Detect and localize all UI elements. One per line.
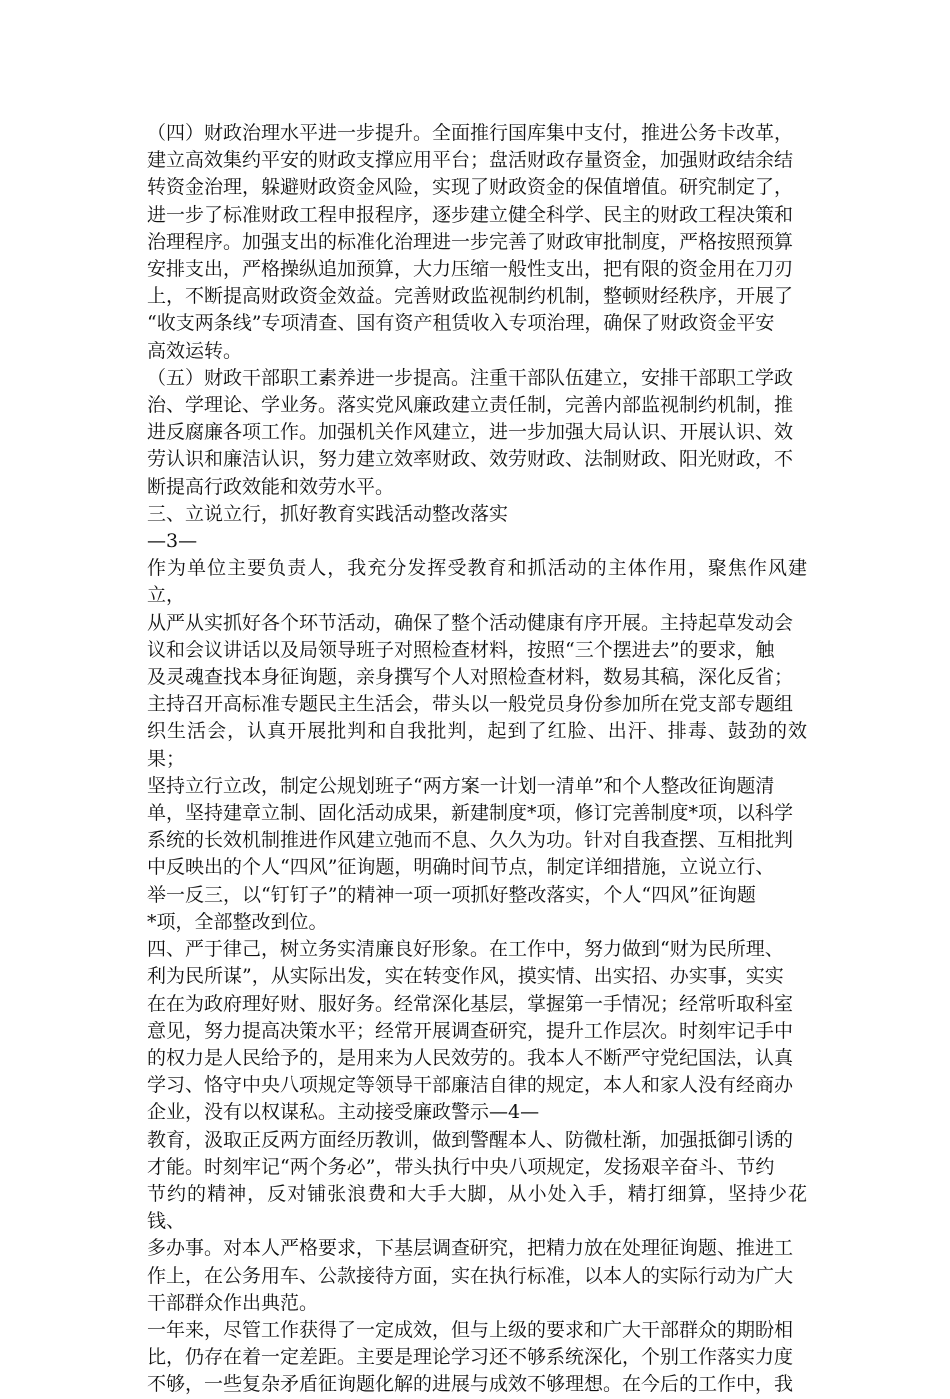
paragraph-education: 教育，汲取正反两方面经历教训，做到警醒本人、防微杜渐，加强抵御引诱的 才能。时刻牢记“两个务必”，带头执行中央八项规定，发扬艰辛奋斗、节约 节约的精神，反对铺张浪费和大手大脚，从小处入手，精打细算，坚持少花钱、 多办事。对本人严格要求，下基层调查研究，把精力放在处理征询题、推进工 作上，在公务用车、公款接待方面，实在执行标准，以本人的实际行动为广大 干部群众作出典范。 bbox=[147, 1128, 807, 1314]
paragraph-fiscal-governance: （四）财政治理水平进一步提升。全面推行国库集中支付，推进公务卡改革， 建立高效集约平安的财政支撑应用平台；盘活财政存量资金，加强财政结余结 转资金治理，躲避财政资金风险，实现了财政资金的保值增值。研究制定了， 进一步了标准财政工程申报程序，逐步建立健全科学、民主的财政工程决策和 治理程序。加强支出的标准化治理进一步完善了财政审批制度，严格按照预算 安排支出，严格操纵追加预算，大力压缩一般性支出，把有限的资金用在刀刃 上，不断提高财政资金效益。完善财政监视制约机制，整顿财经秩序，开展了 “收支两条线”专项清查、国有资产租赁收入专项治理，确保了财政资金平安 高效运转。 bbox=[147, 122, 794, 362]
document-body bbox=[147, 120, 807, 1399]
paragraph-rectification: 作为单位主要负责人，我充分发挥受教育和抓活动的主体作用，聚焦作风建立， 从严从实抓好各个环节活动，确保了整个活动健康有序开展。主持起草发动会 议和会议讲话以及局领导班子对照检查材料，按照“三个摆进去”的要求，触 及灵魂查找本身征询题，亲身撰写个人对照检查材料，数易其稿，深化反省； 主持召开高标准专题民主生活会，带头以一般党员身份参加所在党支部专题组 织生活会，认真开展批判和自我批判，起到了红脸、出汗、排毒、鼓劲的效果； 坚持立行立改，制定公规划班子“两方案一计划一清单”和个人整改征询题清 单，坚持建章立制、固化活动成果，新建制度*项，修订完善制度*项，以科学 系统的长效机制推进作风建立弛而不息、久久为功。针对自我查摆、互相批判 中反映出的个人“四风”征询题，明确时间节点，制定详细措施，立说立行、 举一反三，以“钉钉子”的精神一项一项抓好整改落实，个人“四风”征询题 *项，全部整改到位。 bbox=[147, 557, 807, 933]
paragraph-summary: 一年来，尽管工作获得了一定成效，但与上级的要求和广大干部群众的期盼相 比，仍存在着一定差距。主要是理论学习还不够系统深化，个别工作落实力度 不够，一些复杂矛盾征询题化解的进展与成效不够理想。在今后的工作中，我 bbox=[147, 1318, 794, 1396]
page-number-marker: —3— bbox=[147, 530, 198, 553]
paragraph-staff-quality: （五）财政干部职工素养进一步提高。注重干部队伍建立，安排干部职工学政 治、学理论、学业务。落实党风廉政建立责任制，完善内部监视制约机制，推 进反腐廉各项工作。加强机关作风建立，进一步加强大局认识、开展认识、效 劳认识和廉洁认识，努力建立效率财政、效劳财政、法制财政、阳光财政，不 断提高行政效能和效劳水平。 bbox=[147, 366, 794, 498]
section-paragraph-four: 四、严于律己，树立务实清廉良好形象。在工作中，努力做到“财为民所理、 利为民所谋”，从实际出发，实在转变作风，摸实情、出实招、办实事，实实 在在为政府理好财、服好务。经常深化基层，掌握第一手情况；经常听取科室 意见，努力提高决策水平；经常开展调查研究，提升工作层次。时刻牢记手中 的权力是人民给予的，是用来为人民效劳的。我本人不断严守党纪国法，认真 学习、恪守中央八项规定等领导干部廉洁自律的规定，本人和家人没有经商办 企业，没有以权谋私。主动接受廉政警示—4— bbox=[147, 938, 794, 1124]
section-heading-three: 三、立说立行，抓好教育实践活动整改落实 bbox=[147, 502, 509, 525]
